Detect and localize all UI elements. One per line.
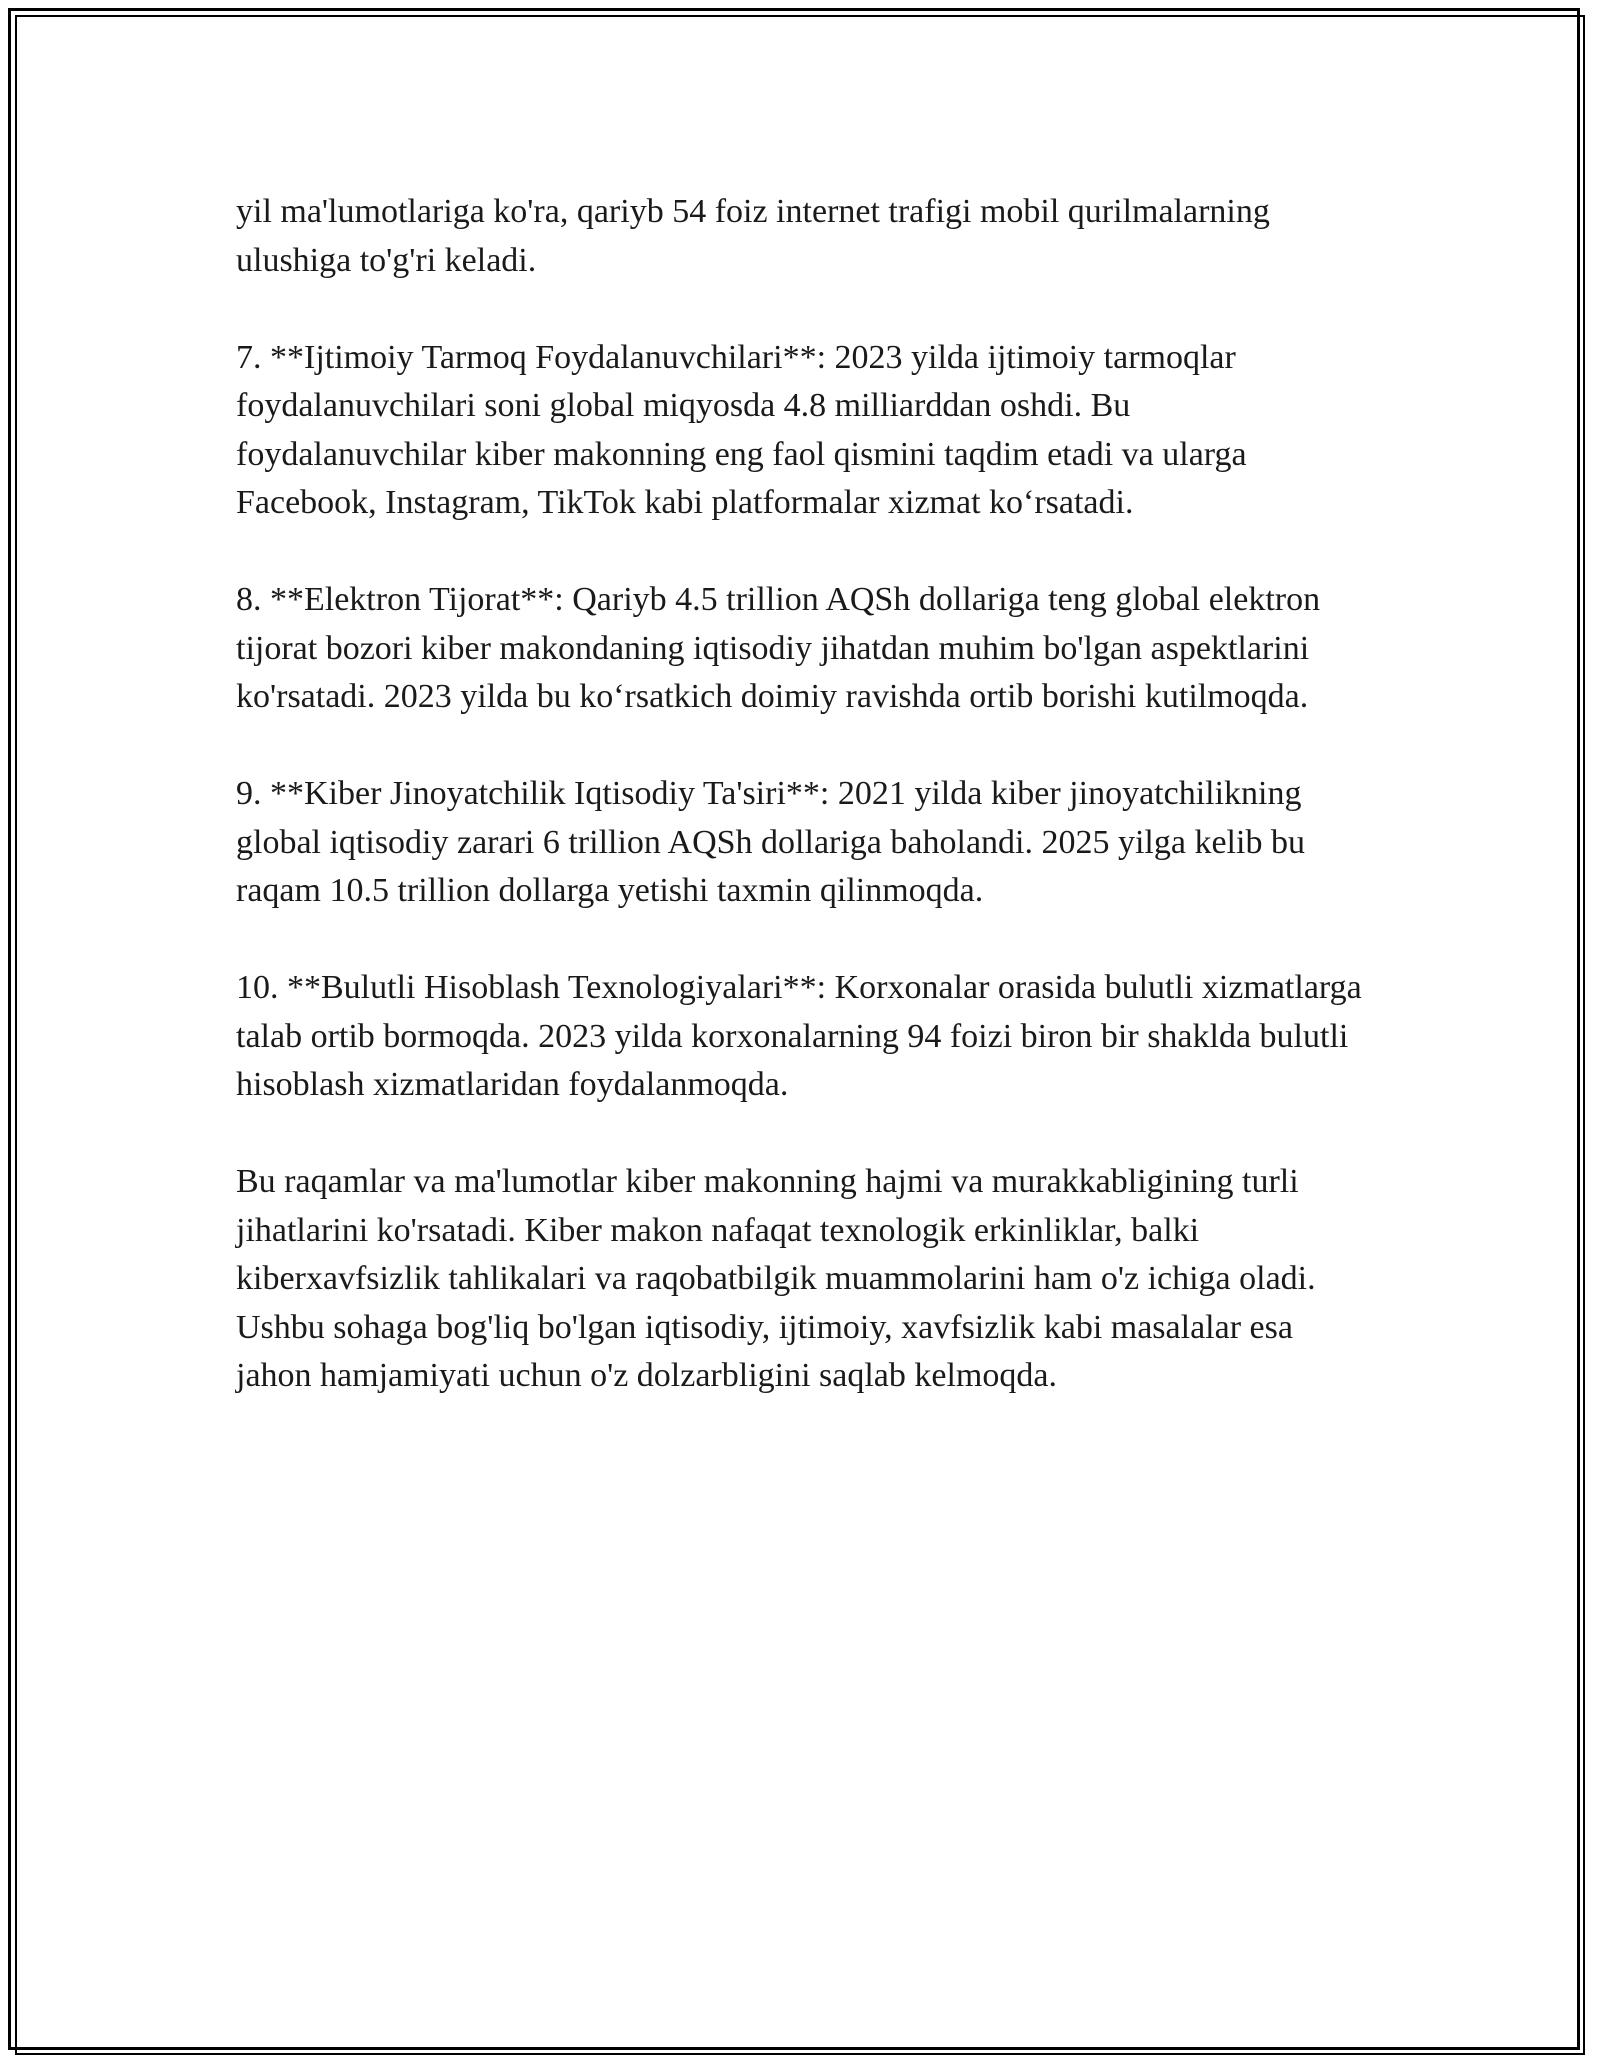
paragraph-conclusion: Bu raqamlar va ma'lumotlar kiber makonning hajmi va murakkabligining turli jihatlarini ko'rsatadi. Kiber makon nafaqat texnologik erkinliklar, balki kiberxavfsizlik tahlikalari va raqobatbilgik muammolarini ham o'z ichiga oladi. Ushbu sohaga bog'liq bo'lgan iqtisodiy, ijtimoiy, xavfsizlik kabi masalalar esa jahon hamjamiyati uchun o'z dolzarbligini saqlab kelmoqda.: [236, 1163, 1316, 1394]
paragraph-item-9: 9. **Kiber Jinoyatchilik Iqtisodiy Ta'siri**: 2021 yilda kiber jinoyatchilikning global iqtisodiy zarari 6 trillion AQSh dollariga baholandi. 2025 yilga kelib bu raqam 10.5 trillion dollarga yetishi taxmin qilinmoqda.: [236, 775, 1305, 909]
paragraph-item-10: 10. **Bulutli Hisoblash Texnologiyalari**: Korxonalar orasida bulutli xizmatlarga talab ortib bormoqda. 2023 yilda korxonalarning 94 foizi biron bir shaklda bulutli hisoblash xizmatlaridan foydalanmoqda.: [236, 969, 1362, 1103]
document-body: [236, 188, 1366, 1449]
paragraph-intro-continuation: yil ma'lumotlariga ko'ra, qariyb 54 foiz internet trafigi mobil qurilmalarning ulushiga to'g'ri keladi.: [236, 193, 1270, 279]
paragraph-item-8: 8. **Elektron Tijorat**: Qariyb 4.5 trillion AQSh dollariga teng global elektron tijorat bozori kiber makondaning iqtisodiy jihatdan muhim bo'lgan aspektlarini ko'rsatadi. 2023 yilda bu koʻrsatkich doimiy ravishda ortib borishi kutilmoqda.: [236, 581, 1321, 715]
paragraph-item-7: 7. **Ijtimoiy Tarmoq Foydalanuvchilari**: 2023 yilda ijtimoiy tarmoqlar foydalanuvchilari soni global miqyosda 4.8 milliarddan oshdi. Bu foydalanuvchilar kiber makonning eng faol qismini taqdim etadi va ularga Facebook, Instagram, TikTok kabi platformalar xizmat koʻrsatadi.: [236, 338, 1247, 521]
